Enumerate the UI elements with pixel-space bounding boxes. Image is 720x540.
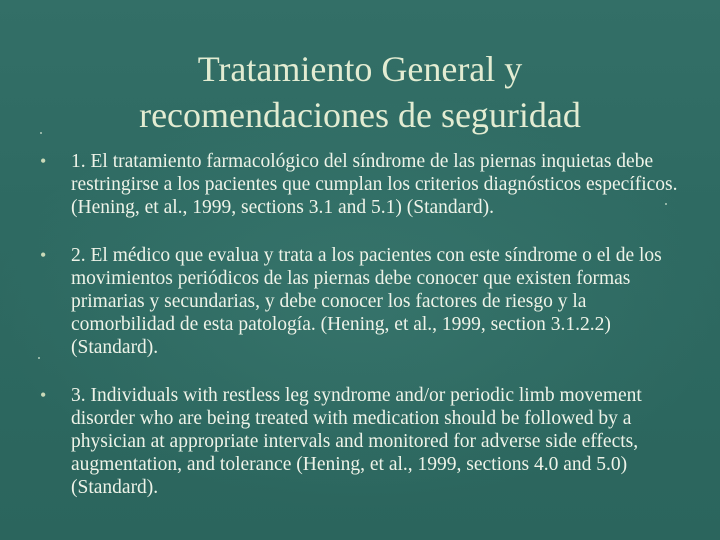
bullet-item bbox=[40, 384, 680, 499]
slide-title-line: Tratamiento General y bbox=[197, 49, 523, 90]
bullet-text: 1. El tratamiento farmacológico del síndrome de las piernas inquietas debe restringirse a los pacientes que cumplan los criterios diagnósticos específicos. (Hening, et al., 1999, sections 3.1 and 5.1) (Standard). bbox=[71, 151, 678, 218]
slide-title-line: recomendaciones de seguridad bbox=[139, 95, 581, 136]
bullet-text: 3. Individuals with restless leg syndrome and/or periodic limb movement disorder who are being treated with medication should be followed by a physician at appropriate intervals and monitored for adverse side effects, augmentation, and tolerance (Hening, et al., 1999, sections 4.0 and 5.0) (Standard). bbox=[71, 385, 642, 498]
bullet-item bbox=[40, 244, 680, 359]
bullet-text: 2. El médico que evalua y trata a los pacientes con este síndrome o el de los movimientos periódicos de las piernas debe conocer que existen formas primarias y secundarias, y debe conocer los factores de riesgo y la comorbilidad de esta patología. (Hening, et al., 1999, section 3.1.2.2) (Standard). bbox=[71, 245, 662, 358]
bullet-list bbox=[40, 150, 680, 524]
bullet-item bbox=[40, 150, 680, 219]
bullet-dot-icon: • bbox=[40, 151, 47, 171]
bullet-dot-icon: • bbox=[40, 245, 47, 265]
bullet-dot-icon: • bbox=[40, 385, 47, 405]
slide-title bbox=[40, 46, 680, 138]
